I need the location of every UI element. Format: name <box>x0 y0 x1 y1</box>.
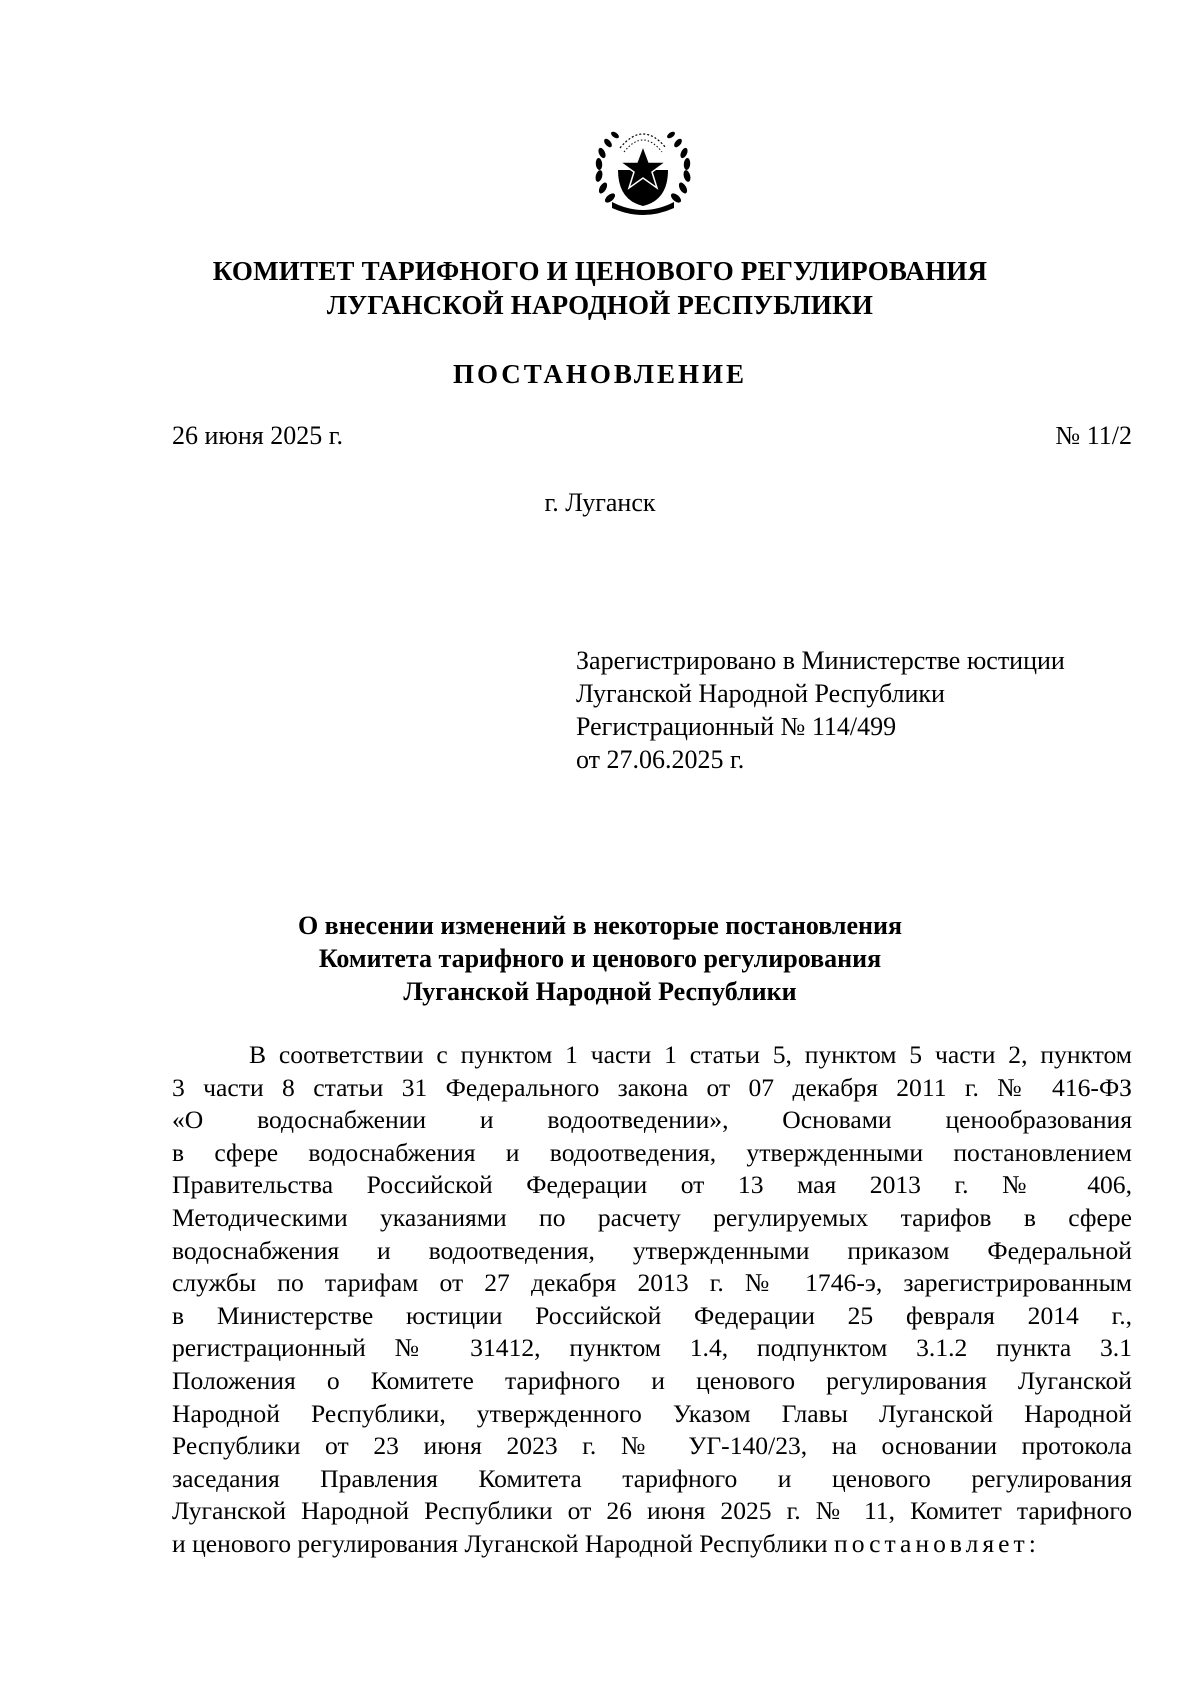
body-line: водоснабжения и водоотведения, утвержденными приказом Федеральной <box>172 1235 1132 1265</box>
body-line: 3 части 8 статьи 31 Федерального закона от 07 декабря 2011 г. № 416-ФЗ <box>172 1072 1132 1102</box>
subject-line1: О внесении изменений в некоторые постановления <box>297 911 903 940</box>
body-line: регистрационный № 31412, пунктом 1.4, подпунктом 3.1.2 пункта 3.1 <box>172 1333 1132 1363</box>
body-line: заседания Правления Комитета тарифного и ценового регулирования <box>172 1463 1132 1493</box>
document-subject <box>100 909 1100 1008</box>
registration-block <box>576 644 1065 776</box>
body-line: в сфере водоснабжения и водоотведения, утвержденными постановлением <box>172 1137 1132 1167</box>
subject-line2: Комитета тарифного и ценового регулирования <box>318 944 882 973</box>
body-line: Республики от 23 июня 2023 г. № УГ-140/23, на основании протокола <box>172 1431 1132 1461</box>
document-number: № 11/2 <box>1055 421 1132 450</box>
body-line: В соответствии с пунктом 1 части 1 статьи 5, пунктом 5 части 2, пунктом <box>249 1040 1132 1069</box>
organization-title-line1: КОМИТЕТ ТАРИФНОГО И ЦЕНОВОГО РЕГУЛИРОВАНИЯ <box>212 256 988 286</box>
body-last-line <box>172 1528 1132 1561</box>
document-type: ПОСТАНОВЛЕНИЕ <box>452 359 748 389</box>
body-line: «О водоснабжении и водоотведении», Основами ценообразования <box>172 1105 1132 1135</box>
organization-title <box>100 254 1100 322</box>
document-city: г. Луганск <box>544 488 656 517</box>
date-number-row <box>172 420 1132 452</box>
body-line: Правительства Российской Федерации от 13 мая 2013 г. № 406, <box>172 1170 1132 1200</box>
registration-line1: Зарегистрировано в Министерстве юстиции <box>576 646 1065 675</box>
body-line: Народной Республики, утвержденного Указом Главы Луганской Народной <box>172 1398 1132 1428</box>
organization-title-line2: ЛУГАНСКОЙ НАРОДНОЙ РЕСПУБЛИКИ <box>326 290 874 320</box>
subject-line3: Луганской Народной Республики <box>403 977 797 1006</box>
registration-line3: Регистрационный № 114/499 <box>576 712 897 741</box>
body-line: службы по тарифам от 27 декабря 2013 г. № 1746-э, зарегистрированным <box>172 1268 1132 1298</box>
body-line: Луганской Народной Республики от 26 июня 2025 г. № 11, Комитет тарифного <box>172 1496 1132 1526</box>
body-line: Методическими указаниями по расчету регулируемых тарифов в сфере <box>172 1202 1132 1232</box>
body-line: в Министерстве юстиции Российской Федерации 25 февраля 2014 г., <box>172 1300 1132 1330</box>
resolution-verb: постановляет: <box>834 1528 1040 1558</box>
registration-line4: от 27.06.2025 г. <box>576 745 745 774</box>
body-last-line-text: и ценового регулирования Луганской Народной Республики <box>172 1528 835 1558</box>
registration-line2: Луганской Народной Республики <box>576 679 945 708</box>
body-line: Положения о Комитете тарифного и ценового регулирования Луганской <box>172 1365 1132 1395</box>
document-date: 26 июня 2025 г. <box>172 421 343 450</box>
body-paragraph <box>172 1039 1132 1561</box>
coat-of-arms-icon <box>588 118 698 218</box>
